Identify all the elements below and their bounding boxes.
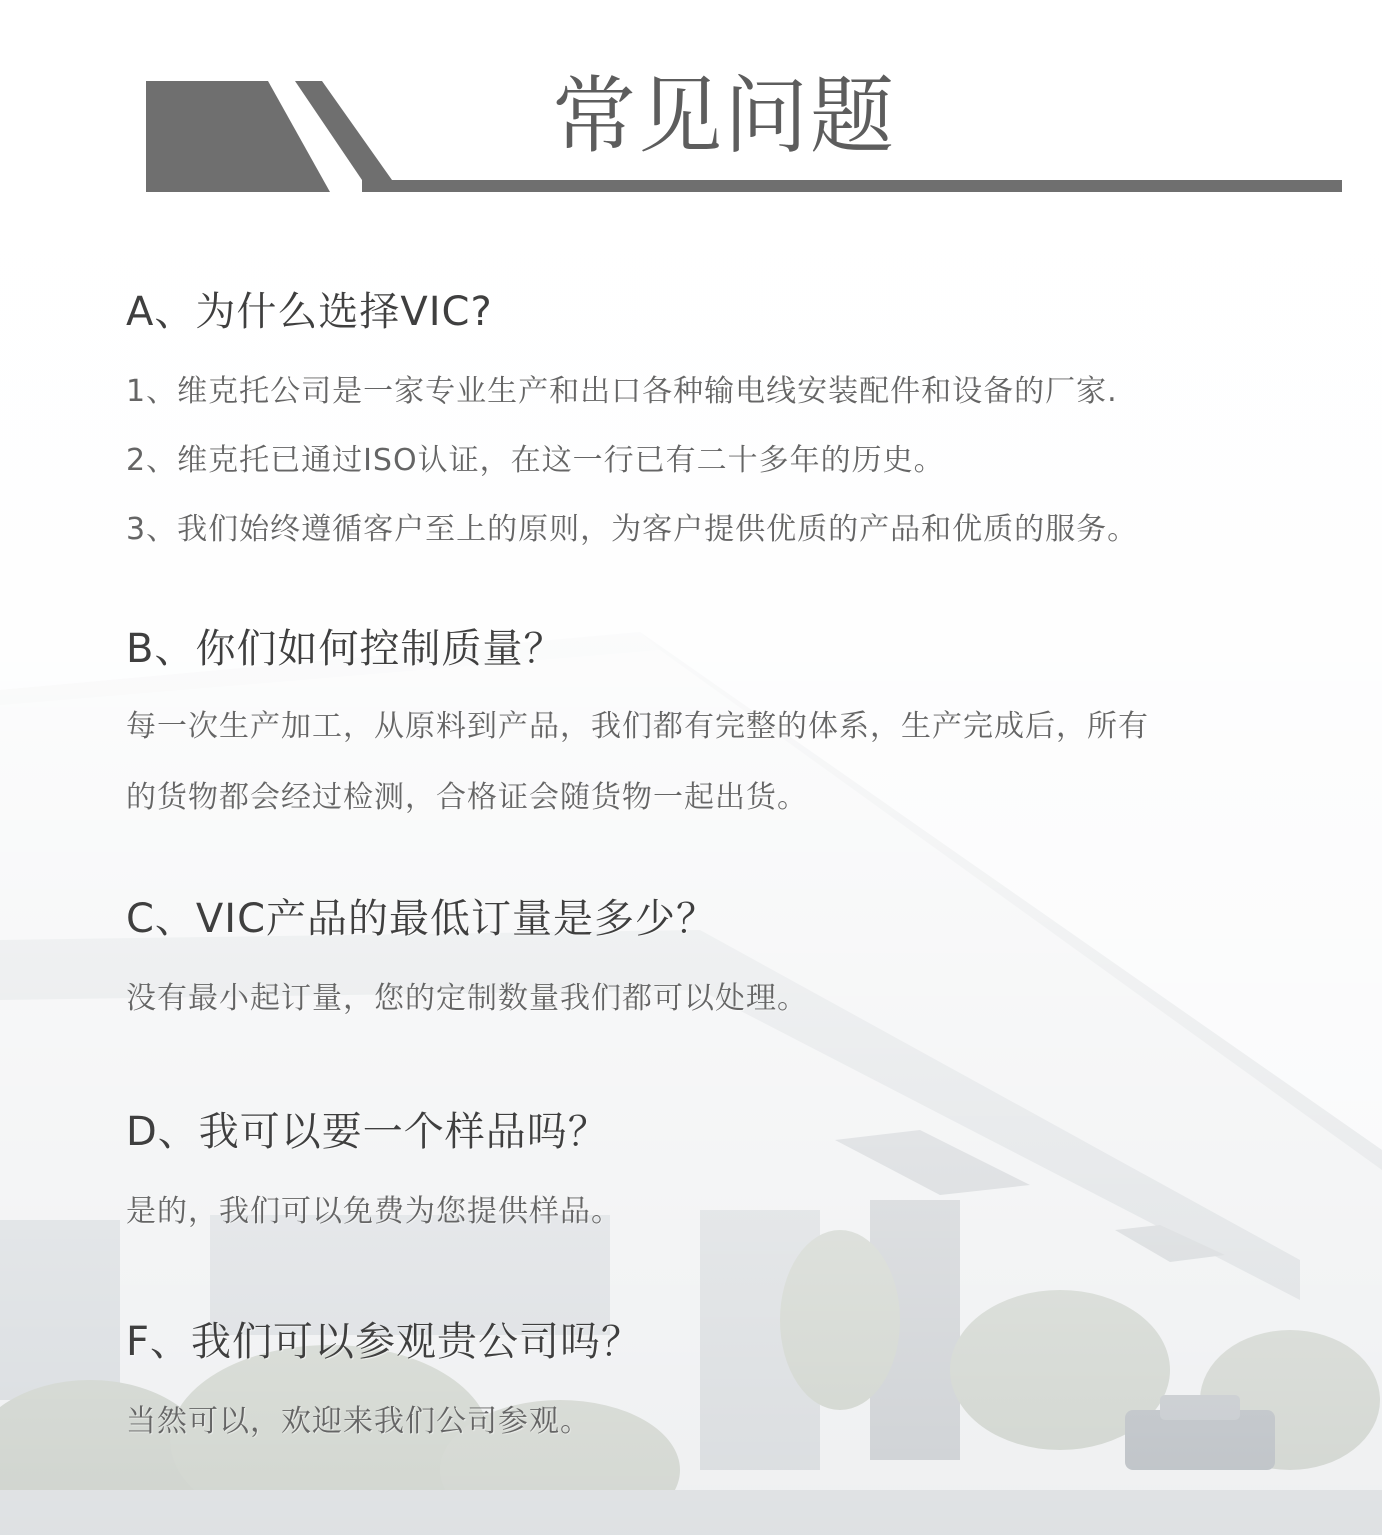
faq-answer: 1、维克托公司是一家专业生产和出口各种输电线安装配件和设备的厂家. <box>126 374 1118 409</box>
faq-question: C、VIC产品的最低订量是多少？ <box>126 896 718 942</box>
faq-question: A、为什么选择VIC? <box>126 289 493 335</box>
page-title: 常见问题 <box>552 67 897 165</box>
faq-answer: 当然可以，欢迎来我们公司参观。 <box>126 1404 591 1439</box>
page-header <box>0 0 1382 230</box>
faq-question: F、我们可以参观贵公司吗？ <box>126 1319 643 1365</box>
faq-answer: 3、我们始终遵循客户至上的原则，为客户提供优质的产品和优质的服务。 <box>126 512 1139 547</box>
faq-answer: 的货物都会经过检测，合格证会随货物一起出货。 <box>126 780 808 815</box>
faq-item-c <box>126 895 1336 1017</box>
faq-answer: 2、维克托已通过ISO认证，在这一行已有二十多年的历史。 <box>126 443 945 478</box>
faq-question: B、你们如何控制质量？ <box>126 626 565 672</box>
faq-item-f <box>126 1318 1336 1440</box>
faq-item-b <box>126 625 1336 816</box>
faq-item-a <box>126 288 1336 548</box>
faq-question: D、我可以要一个样品吗？ <box>126 1109 609 1155</box>
faq-answer: 每一次生产加工，从原料到产品，我们都有完整的体系，生产完成后，所有 <box>126 709 1149 744</box>
faq-answer: 没有最小起订量，您的定制数量我们都可以处理。 <box>126 981 808 1016</box>
faq-item-d <box>126 1108 1336 1230</box>
faq-answer: 是的，我们可以免费为您提供样品。 <box>126 1194 622 1229</box>
